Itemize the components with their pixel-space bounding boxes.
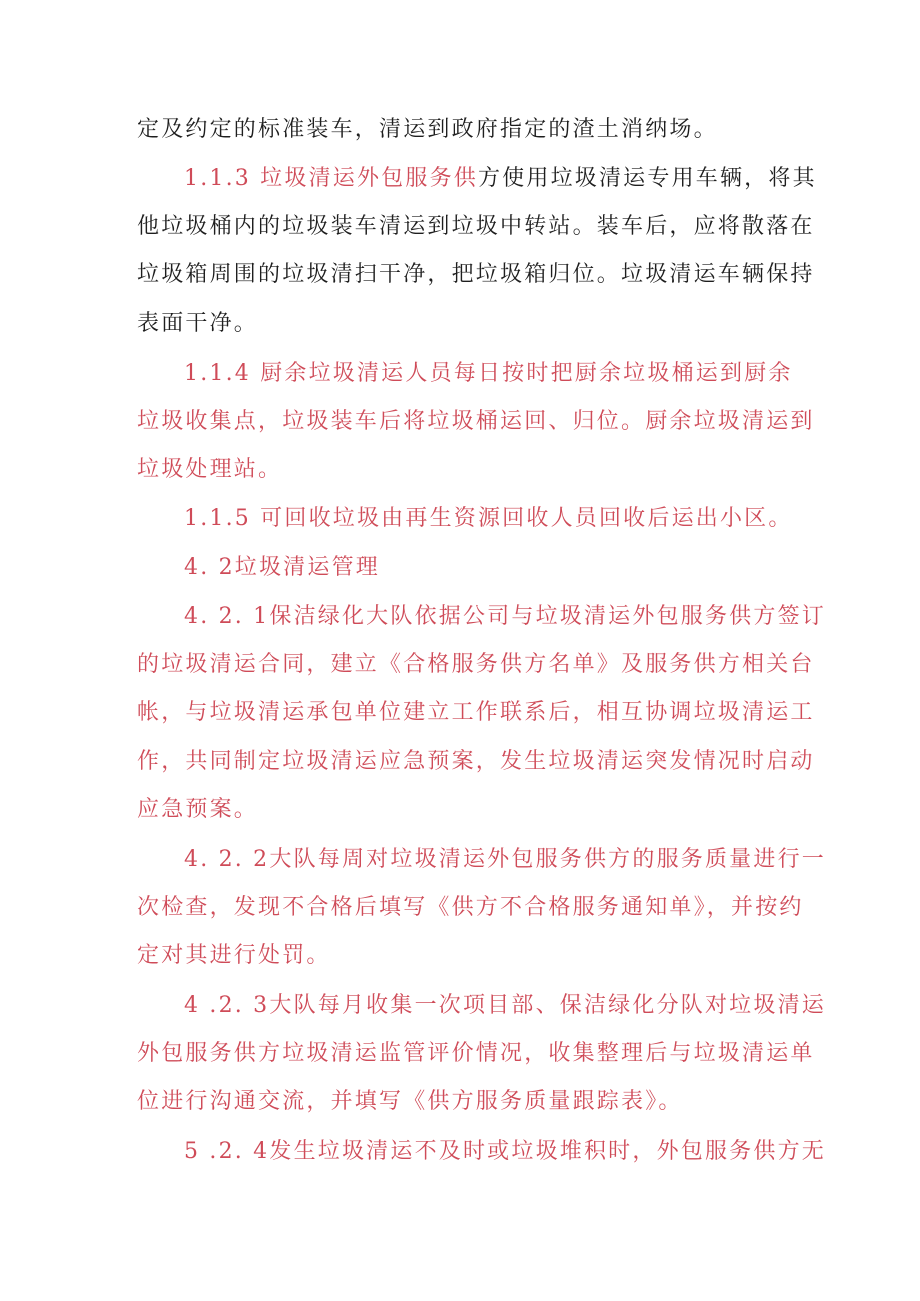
- line-segment: 定对其进行处罚。: [137, 943, 331, 968]
- line-segment: 5 .2. 4发生垃圾清运不及时或垃圾堆积时，外包服务供方无: [184, 1139, 826, 1164]
- text-line: [137, 786, 797, 834]
- line-segment: 定及约定的标准装车，清运到政府指定的渣土消纳场。: [137, 117, 718, 142]
- paragraph-1-1-4-start: [184, 350, 797, 398]
- line-segment: 垃圾箱周围的垃圾清扫干净，把垃圾箱归位。垃圾清运车辆保持: [137, 262, 815, 287]
- line-segment: 方使用垃圾清运专用车辆，将其: [477, 166, 817, 191]
- line-segment: 4. 2. 2大队每周对垃圾清运外包服务供方的服务质量进行一: [184, 847, 826, 872]
- line-segment: 作，共同制定垃圾清运应急预案，发生垃圾清运突发情况时启动: [137, 749, 815, 774]
- line-segment: 4. 2垃圾清运管理: [184, 555, 380, 580]
- line-segment: 4. 2. 1保洁绿化大队依据公司与垃圾清运外包服务供方签订: [184, 604, 826, 629]
- line-segment: 位进行沟通交流，并填写《供方服务质量跟踪表》。: [137, 1089, 683, 1114]
- paragraph-4-2-2-start: [184, 836, 826, 884]
- line-segment: 他垃圾桶内的垃圾装车清运到垃圾中转站。装车后，应将散落在: [137, 214, 815, 239]
- text-line: [137, 1030, 815, 1078]
- text-line: [137, 1078, 797, 1126]
- text-line: [137, 446, 797, 494]
- text-line: [137, 203, 815, 251]
- line-segment: 帐，与垃圾清运承包单位建立工作联系后，相互协调垃圾清运工: [137, 700, 815, 725]
- line-segment: 1.1.4 厨余垃圾清运人员每日按时把厨余垃圾桶运到厨余: [184, 361, 793, 386]
- paragraph-1-1-5: [184, 495, 797, 543]
- paragraph-4-2-3-start: [184, 982, 826, 1030]
- text-line: [137, 300, 797, 348]
- text-line: [137, 398, 815, 446]
- line-segment: 的垃圾清运合同，建立《合格服务供方名单》及服务供方相关台: [137, 652, 815, 677]
- line-segment: 4 .2. 3大队每月收集一次项目部、保洁绿化分队对垃圾清运: [184, 993, 826, 1018]
- section-number-1-1-3: 1.1.3 垃圾清运外包服务供: [184, 166, 478, 191]
- line-segment: 外包服务供方垃圾清运监管评价情况，收集整理后与垃圾清运单: [137, 1041, 815, 1066]
- section-heading-4-2: [184, 544, 797, 592]
- line-segment: 次检查，发现不合格后填写《供方不合格服务通知单》，并按约: [137, 895, 804, 920]
- line-segment: 1.1.5 可回收垃圾由再生资源回收人员回收后运出小区。: [184, 506, 793, 531]
- line-segment: 应急预案。: [137, 797, 259, 822]
- text-line: [137, 106, 797, 154]
- text-line: [137, 689, 815, 737]
- line-segment: 表面干净。: [137, 311, 259, 336]
- paragraph-4-2-1-start: [184, 593, 826, 641]
- text-line: [137, 738, 815, 786]
- paragraph-1-1-3-start: [184, 155, 817, 203]
- text-line: [137, 884, 804, 932]
- line-segment: 垃圾收集点，垃圾装车后将垃圾桶运回、归位。厨余垃圾清运到: [137, 409, 815, 434]
- text-line: [137, 641, 815, 689]
- paragraph-5-2-4-start: [184, 1128, 826, 1176]
- text-line: [137, 932, 797, 980]
- line-segment: 垃圾处理站。: [137, 457, 283, 482]
- text-line: [137, 251, 815, 299]
